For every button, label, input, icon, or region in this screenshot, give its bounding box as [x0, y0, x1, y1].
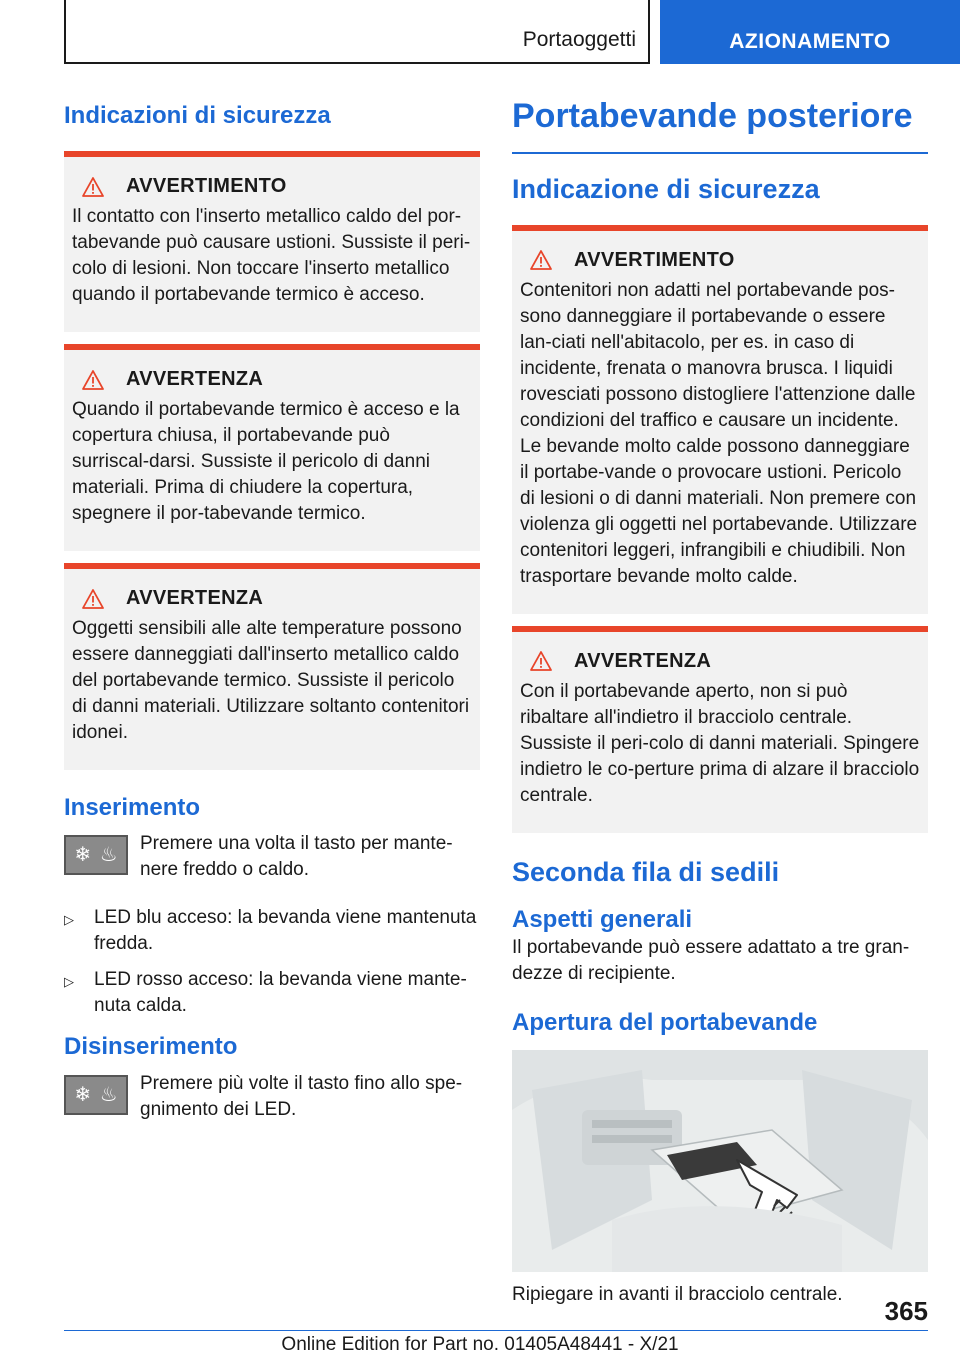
- warning-box: [64, 563, 480, 770]
- warning-box: [64, 344, 480, 551]
- thermo-cupholder-button-icon: [64, 835, 128, 875]
- bullet-triangle-icon: ▷: [64, 974, 74, 990]
- warning-title: AVVERTENZA: [574, 649, 712, 672]
- snowflake-icon: ❄: [74, 1083, 92, 1106]
- footer-edition-text: Online Edition for Part no. 01405A48441 - X/21: [281, 1334, 679, 1355]
- armrest-illustration: [512, 1050, 928, 1272]
- warning-triangle-icon: [82, 589, 104, 609]
- warning-triangle-icon: [530, 651, 552, 671]
- page-title: Portabevande posteriore: [512, 97, 913, 135]
- warning-text: Quando il portabevande termico è acceso e la copertura chiusa, il portabevande può surriscal-darsi. Sussiste il pericolo di danni materiali. Prima di chiudere la copertura, spegnere il por-tabevande termico.: [72, 399, 460, 525]
- list-item: [64, 967, 480, 1019]
- thermo-cupholder-button-icon: [64, 1075, 128, 1115]
- heat-icon: ♨: [99, 1083, 118, 1106]
- armrest-photo: [512, 1050, 928, 1272]
- header-section-box: [64, 0, 650, 64]
- warning-title: AVVERTENZA: [126, 368, 264, 391]
- page-number: 365: [884, 1296, 928, 1326]
- disinserimento-text: Premere più volte il tasto fino allo spe-gnimento dei LED.: [140, 1072, 463, 1120]
- inserimento-text: Premere una volta il tasto per mante-nere freddo o caldo.: [140, 833, 453, 881]
- photo-caption: Ripiegare in avanti il bracciolo centrale.: [512, 1284, 843, 1306]
- warning-box: [512, 626, 928, 833]
- title-divider: [512, 152, 928, 154]
- safety-heading: Indicazione di sicurezza: [512, 173, 820, 204]
- general-text: Il portabevande può essere adattato a tre gran-dezze di recipiente.: [512, 937, 910, 985]
- warning-title: AVVERTENZA: [126, 587, 264, 610]
- warning-triangle-icon: [82, 370, 104, 390]
- general-heading: Aspetti generali: [512, 906, 693, 934]
- warning-text: Con il portabevande aperto, non si può ribaltare all'indietro il bracciolo centrale. Sussiste il peri-colo di danni materiali. Spingere indietro le co-perture prima di alzare il bracciolo centrale.: [520, 680, 920, 806]
- warning-box: [512, 225, 928, 614]
- safety-heading: Indicazioni di sicurezza: [64, 102, 331, 129]
- header-chapter-tab: AZIONAMENTO: [660, 0, 960, 64]
- warning-title: AVVERTIMENTO: [574, 248, 735, 271]
- header-section-title: Portaoggetti: [522, 28, 636, 51]
- disinserimento-row: [64, 1071, 480, 1123]
- bullet-text: LED blu acceso: la bevanda viene mantenuta fredda.: [94, 907, 477, 955]
- opening-heading: Apertura del portabevande: [512, 1009, 818, 1037]
- right-column: [512, 96, 928, 1308]
- second-row-heading: Seconda fila di sedili: [512, 856, 780, 887]
- left-column: [64, 96, 480, 1123]
- warning-box: [64, 151, 480, 332]
- warning-title: AVVERTIMENTO: [126, 175, 287, 198]
- disinserimento-heading: Disinserimento: [64, 1033, 238, 1061]
- list-item: [64, 905, 480, 957]
- warning-text: Il contatto con l'inserto metallico caldo del por-tabevande può causare ustioni. Sussiste il peri-colo di lesioni. Non toccare l'inserto metallico quando il portabevande termico è acceso.: [72, 206, 471, 306]
- warning-text: Contenitori non adatti nel portabevande pos-sono danneggiare il portabevande o essere lan-ciati nell'abitacolo, per es. in caso di incidente, frenata o manovra brusca. I liquidi rovesciati possono distogliere l'attenzione dalle condizioni del traffico e causare un incidente. Le bevande molto calde possono danneggiare il portabe-vande o provocare ustioni. Pericolo di lesioni o di danni materiali. Non premere con violenza gli oggetti nel portabevande. Utilizzare contenitori leggeri, infrangibili e chiudibili. Non trasportare bevande molto calde.: [520, 279, 918, 587]
- warning-text: Oggetti sensibili alle alte temperature possono essere danneggiati dall'inserto metallico caldo del portabevande termico. Sussiste il pericolo di danni materiali. Utilizzare soltanto contenitori idonei.: [72, 618, 470, 744]
- warning-triangle-icon: [82, 177, 104, 197]
- inserimento-heading: Inserimento: [64, 794, 201, 822]
- heat-icon: ♨: [99, 844, 118, 867]
- footer-divider: [64, 1330, 928, 1331]
- inserimento-row: [64, 831, 480, 883]
- bullet-triangle-icon: ▷: [64, 912, 74, 928]
- bullet-text: LED rosso acceso: la bevanda viene mante-nuta calda.: [94, 969, 467, 1017]
- snowflake-icon: ❄: [74, 844, 92, 867]
- led-bullet-list: [64, 905, 480, 1019]
- warning-triangle-icon: [530, 250, 552, 270]
